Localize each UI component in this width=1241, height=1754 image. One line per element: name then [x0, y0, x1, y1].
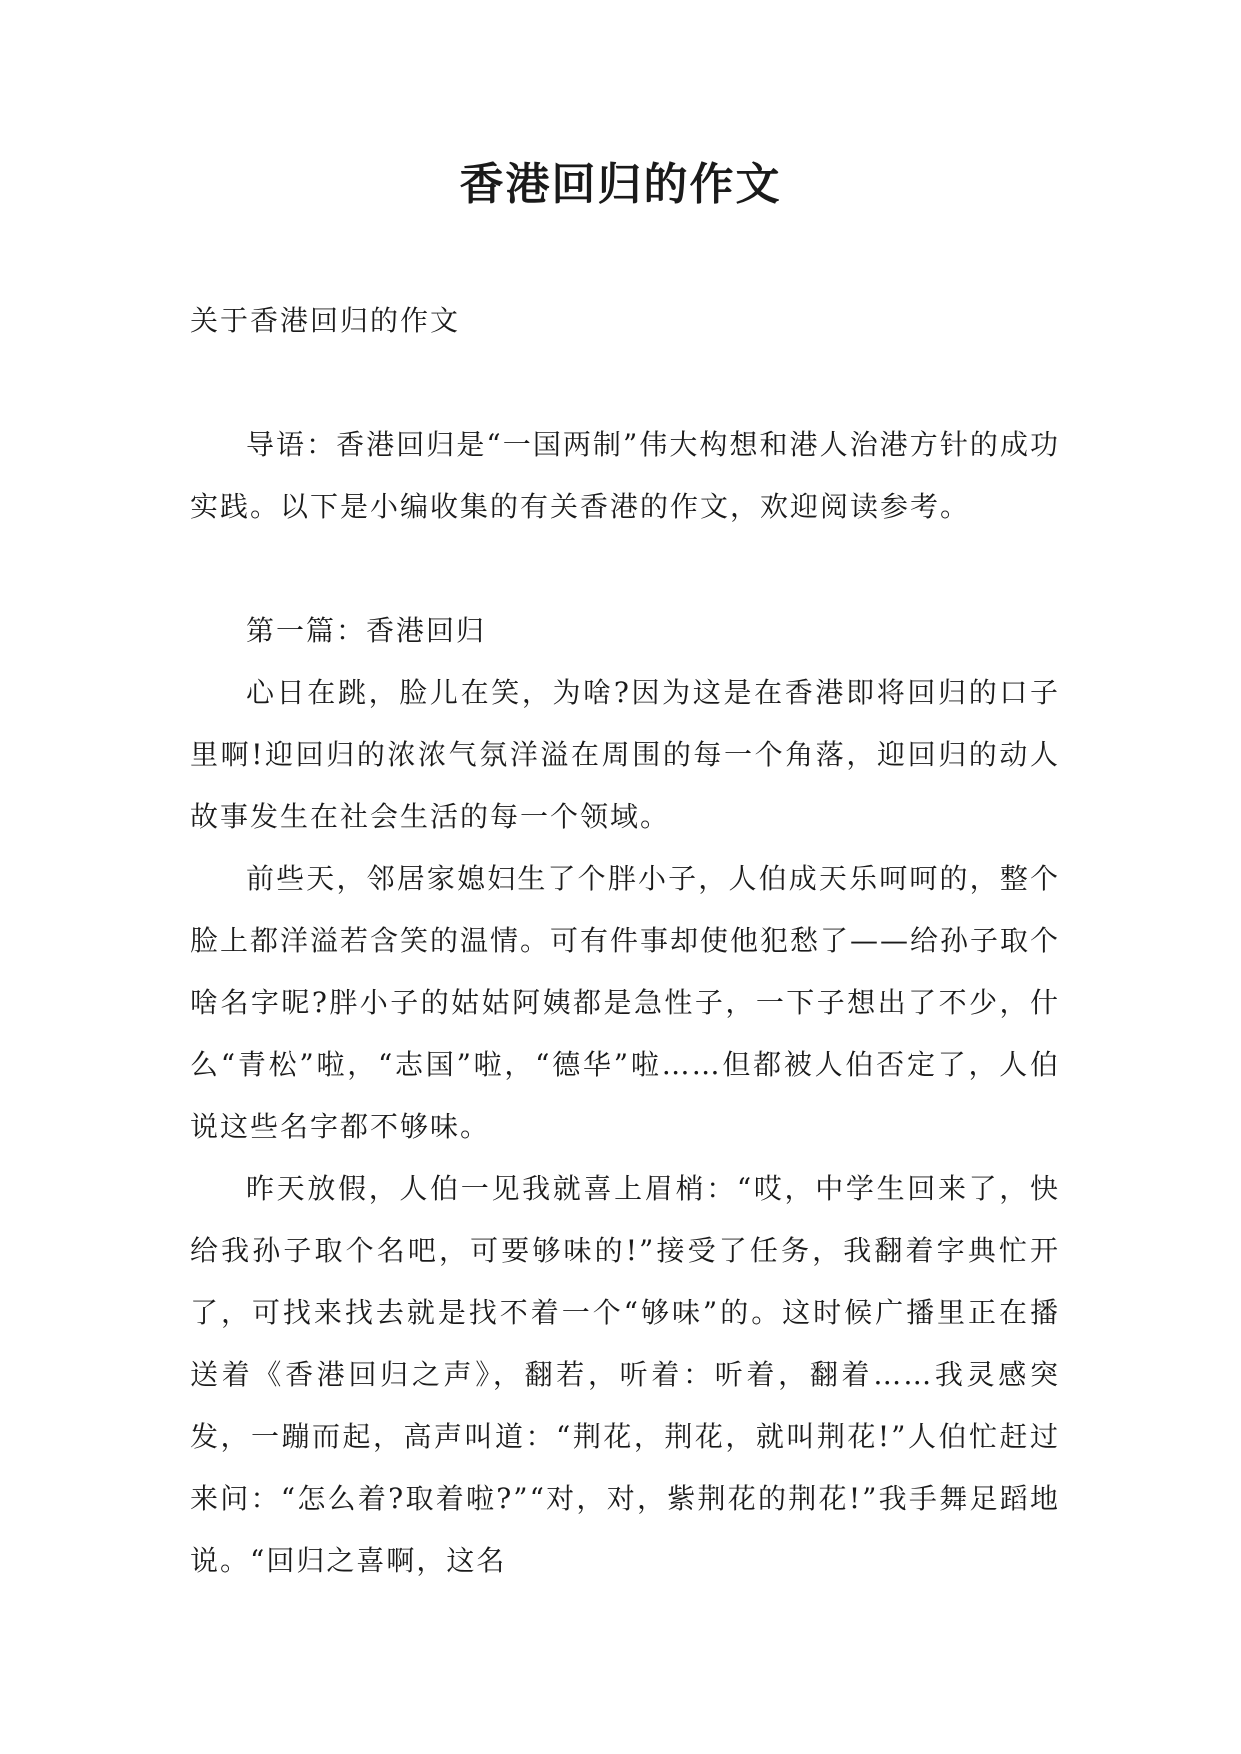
document-subtitle: 关于香港回归的作文: [190, 304, 461, 337]
body-paragraph-1: 心日在跳，脸儿在笑，为啥?因为这是在香港即将回归的口子里啊!迎回归的浓浓气氛洋溢在周围的每一个角落，迎回归的动人故事发生在社会生活的每一个领域。: [190, 676, 1060, 833]
document-body: [190, 290, 1060, 1592]
body-paragraph-3: 昨天放假，人伯一见我就喜上眉梢：“哎，中学生回来了，快给我孙子取个名吧，可要够味的!”接受了任务，我翻着字典忙开了，可找来找去就是找不着一个“够味”的。这时候广播里正在播送着《香港回归之声》，翻若，听着：听着，翻着……我灵感突发，一蹦而起，高声叫道：“荆花，荆花，就叫荆花!”人伯忙赶过来问：“怎么着?取着啦?”“对，对，紫荆花的荆花!”我手舞足蹈地说。“回归之喜啊，这名: [190, 1172, 1060, 1577]
body-paragraph-2: 前些天，邻居家媳妇生了个胖小子，人伯成天乐呵呵的，整个脸上都洋溢若含笑的温情。可有件事却使他犯愁了——给孙子取个啥名字昵?胖小子的姑姑阿姨都是急性子，一下子想出了不少，什么“青松”啦，“志国”啦，“德华”啦……但都被人伯否定了，人伯说这些名字都不够味。: [190, 862, 1061, 1143]
section-heading: 第一篇：香港回归: [246, 614, 487, 647]
document-title: 香港回归的作文: [459, 159, 782, 210]
lead-paragraph: 导语：香港回归是“一国两制”伟大构想和港人治港方针的成功实践。以下是小编收集的有关香港的作文，欢迎阅读参考。: [190, 428, 1060, 523]
